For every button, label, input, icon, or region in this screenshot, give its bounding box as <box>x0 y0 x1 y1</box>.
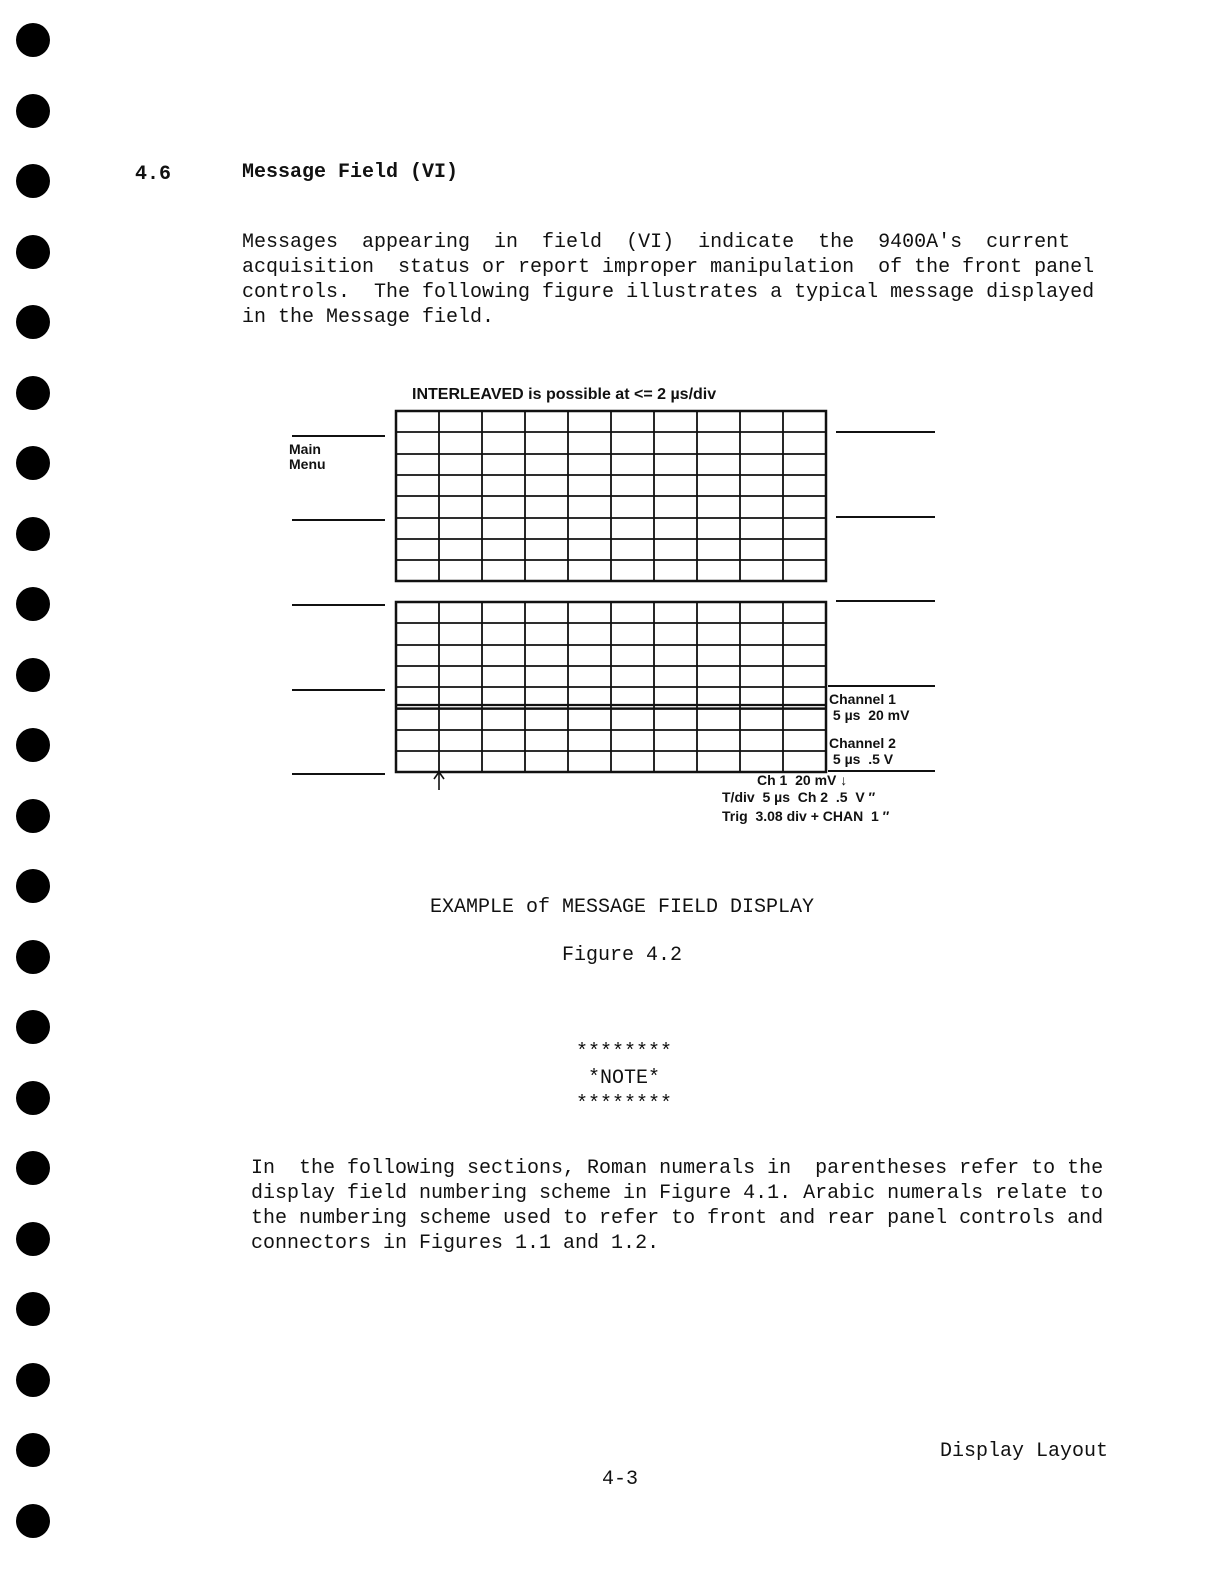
binder-hole <box>16 1433 50 1467</box>
binder-hole <box>16 1363 50 1397</box>
binder-hole <box>16 799 50 833</box>
channel-1-label: Channel 1 5 µs 20 mV <box>829 691 910 723</box>
binder-hole <box>16 658 50 692</box>
intro-paragraph: Messages appearing in field (VI) indicate the 9400A's current acquisition status or report improper manipulation of the front panel controls. The following figure illustrates a typical message displayed in the Message field. <box>242 231 1095 329</box>
binder-hole <box>16 94 50 128</box>
note-stars-top: ******** <box>575 1041 672 1064</box>
section-title: Message Field (VI) <box>242 161 459 184</box>
binder-hole <box>16 1292 50 1326</box>
figure-number: Figure 4.2 <box>561 944 683 967</box>
binder-hole <box>16 235 50 269</box>
note-stars-bottom: ******** <box>575 1093 672 1116</box>
binder-hole <box>16 517 50 551</box>
binder-hole <box>16 1151 50 1185</box>
page-number: 4-3 <box>602 1468 639 1491</box>
binder-hole <box>16 728 50 762</box>
binder-hole <box>16 376 50 410</box>
binder-holes <box>16 0 52 1576</box>
message-field-figure <box>280 380 960 840</box>
section-number: 4.6 <box>135 163 172 186</box>
binder-hole <box>16 164 50 198</box>
binder-hole <box>16 23 50 57</box>
main-menu-label-line1: Main <box>289 441 321 457</box>
lower-grid-lines <box>396 602 826 772</box>
binder-hole <box>16 587 50 621</box>
binder-hole <box>16 305 50 339</box>
binder-hole <box>16 1504 50 1538</box>
channel-2-label: Channel 2 5 µs .5 V <box>829 735 896 767</box>
message-field-text: INTERLEAVED is possible at <= 2 µs/div <box>412 386 717 403</box>
numbering-paragraph: In the following sections, Roman numerals in parentheses refer to the display field numbering scheme in Figure 4.1. Arabic numerals relate to the numbering scheme used to refer to front and rear panel controls and connectors in Figures 1.1 and 1.2. <box>251 1157 1104 1255</box>
binder-hole <box>16 1010 50 1044</box>
channel-1-readout: Ch 1 20 mV ↓ <box>722 772 848 788</box>
upper-grid-lines <box>396 411 826 581</box>
main-menu-label-line2: Menu <box>289 456 326 472</box>
trigger-readout: Trig 3.08 div + CHAN 1 ″ <box>722 808 890 824</box>
figure-caption: EXAMPLE of MESSAGE FIELD DISPLAY <box>429 896 815 919</box>
note-label: *NOTE* <box>587 1067 660 1090</box>
note-box <box>14 1040 1220 1118</box>
screen-diagram <box>280 380 960 840</box>
binder-hole <box>16 446 50 480</box>
footer-section-name: Display Layout <box>940 1440 1109 1463</box>
binder-hole <box>16 1222 50 1256</box>
timebase-readout: T/div 5 µs Ch 2 .5 V ″ <box>722 789 876 805</box>
